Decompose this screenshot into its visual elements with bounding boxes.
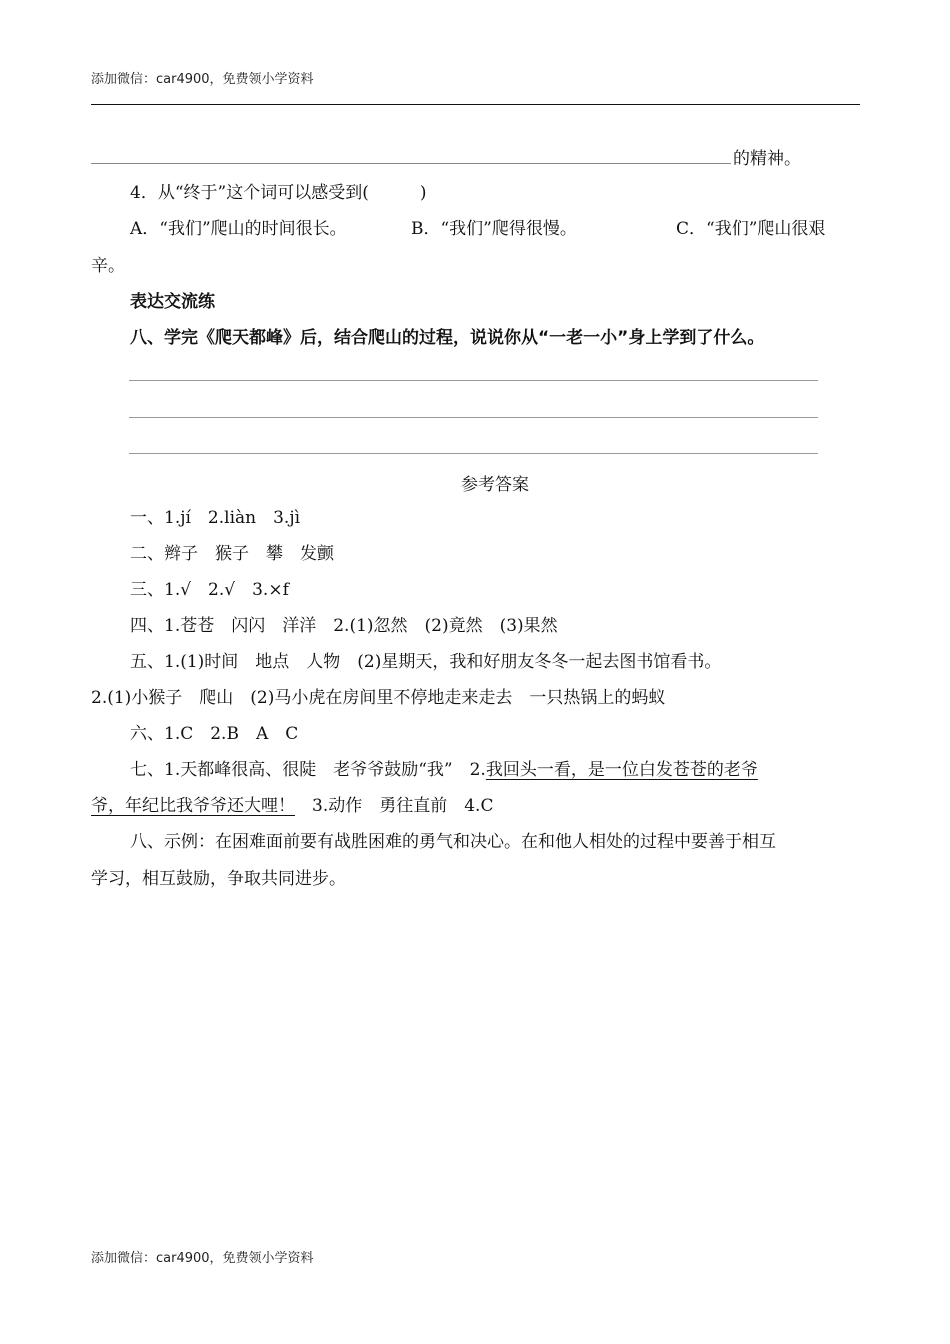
answer-5-part-2: 2.(1)小猴子 爬山 (2)马小虎在房间里不停地走来走去 一只热锅上的蚂蚁	[91, 688, 666, 708]
fill-in-blank-line	[91, 145, 801, 171]
answer-7-prefix: 七、1.天都峰很高、很陡 老爷爷鼓励“我” 2.	[130, 760, 486, 780]
q4-option-b: B．“我们”爬得很慢。	[411, 219, 577, 239]
answer-line-2	[129, 417, 818, 418]
page-header: 添加微信：car4900，免费领小学资料	[91, 72, 314, 87]
answers-title: 参考答案	[461, 475, 529, 495]
answer-7-suffix: 3.动作 勇往直前 4.C	[295, 796, 494, 816]
answer-7	[130, 758, 758, 782]
q4-stem: 4．从“终于”这个词可以感受到( )	[130, 183, 427, 203]
q4-option-a: A．“我们”爬山的时间很长。	[130, 219, 347, 239]
header-divider	[91, 104, 860, 105]
answer-line-3	[129, 453, 818, 454]
answer-7-underlined-1: 我回头一看，是一位白发苍苍的老爷	[485, 760, 758, 780]
answer-2: 二、辫子 猴子 攀 发颤	[130, 544, 334, 564]
answer-6: 六、1.C 2.B A C	[130, 724, 299, 744]
answer-7-underlined-2: 爷，年纪比我爷爷还大哩！	[91, 796, 295, 816]
answer-line-1	[129, 380, 818, 381]
answer-7-continued	[91, 794, 493, 818]
answer-5: 五、1.(1)时间 地点 人物 (2)星期天，我和好朋友冬冬一起去图书馆看书。	[130, 652, 722, 672]
express-question: 八、学完《爬天都峰》后，结合爬山的过程，说说你从“一老一小”身上学到了什么。	[130, 328, 765, 348]
answer-1: 一、1.jí 2.liàn 3.jì	[130, 508, 301, 528]
blank-suffix: 的精神。	[733, 149, 801, 169]
page-footer: 添加微信：car4900，免费领小学资料	[91, 1251, 314, 1266]
section-title-express: 表达交流练	[130, 292, 215, 312]
answer-8: 八、示例：在困难面前要有战胜困难的勇气和决心。在和他人相处的过程中要善于相互	[130, 832, 776, 852]
answer-4: 四、1.苍苍 闪闪 洋洋 2.(1)忽然 (2)竟然 (3)果然	[130, 616, 558, 636]
answer-blank	[91, 145, 731, 164]
answer-3: 三、1.√ 2.√ 3.×f	[130, 580, 289, 600]
q4-option-c-continued: 辛。	[91, 256, 125, 276]
q4-option-c: C．“我们”爬山很艰	[676, 219, 826, 239]
answer-8-continued: 学习，相互鼓励，争取共同进步。	[91, 869, 346, 889]
